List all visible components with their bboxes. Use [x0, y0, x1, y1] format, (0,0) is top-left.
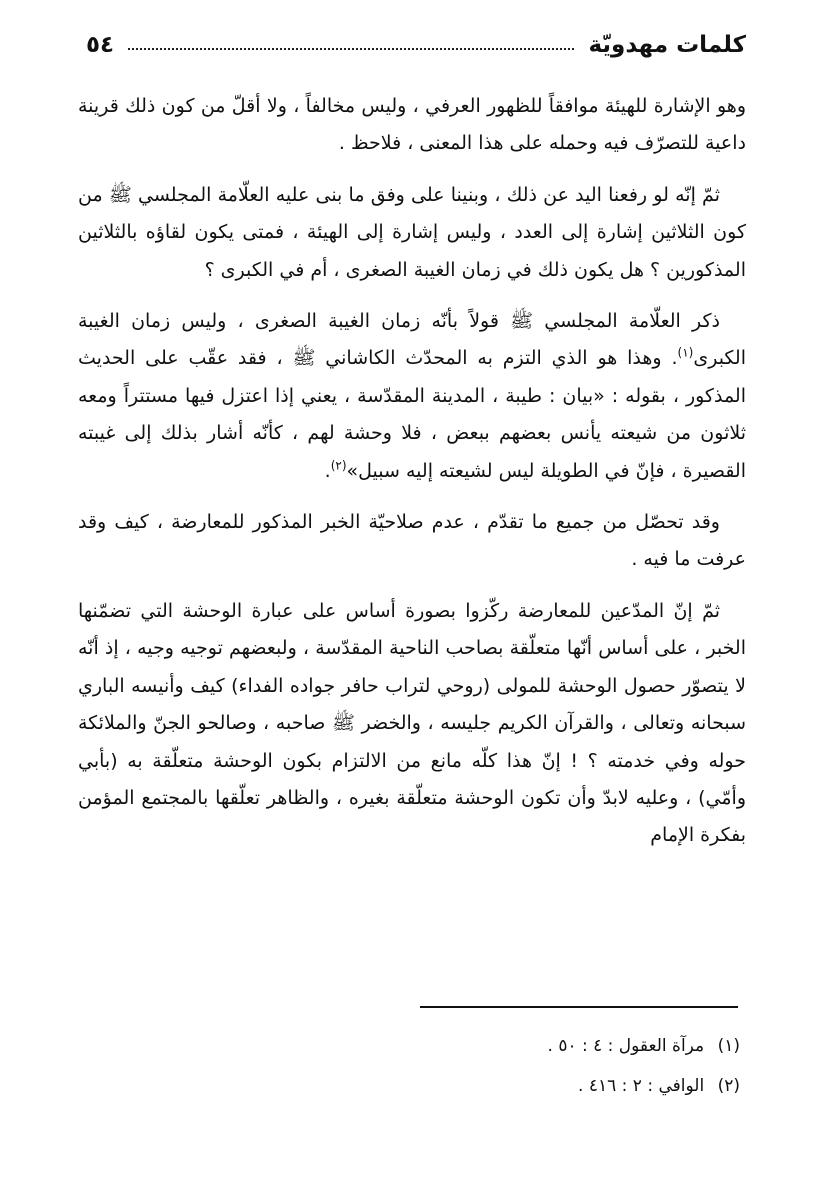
footnote-number: (١) [717, 1036, 740, 1056]
footnote-text: مرآة العقول : ٤ : ٥٠ . [547, 1036, 705, 1056]
main-text [78, 88, 746, 869]
paragraph-4: وقد تحصّل من جميع ما تقدّم ، عدم صلاحيّة الخبر المذكور للمعارضة ، كيف وقد عرفت ما فيه . [78, 511, 746, 571]
footnote-2 [300, 1066, 740, 1106]
footnote-separator [420, 1006, 738, 1008]
paragraph-3-part-1: ذكر العلّامة المجلسي ﷺ قولاً بأنّه زمان الغيبة الصغرى ، وليس زمان الغيبة الكبرى [78, 310, 746, 370]
footnote-number: (٢) [717, 1076, 740, 1096]
header-dotted-leader [128, 48, 574, 50]
paragraph-3 [78, 303, 746, 490]
footnote-ref-2[interactable]: (٢) [330, 458, 347, 473]
footnotes [300, 1026, 740, 1106]
paragraph-2: ثمّ إنّه لو رفعنا اليد عن ذلك ، وبنينا على وفق ما بنى عليه العلّامة المجلسي ﷺ من كون الثلاثين إشارة إلى العدد ، وليس إشارة إلى الهيئة ، فمتى يكون لقاؤه بالثلاثين المذكورين ؟ هل يكون ذلك في زمان الغيبة الصغرى ، أم في الكبرى ؟ [78, 183, 746, 281]
page-number: ٥٤ [86, 32, 115, 58]
paragraph-5: ثمّ إنّ المدّعين للمعارضة ركّزوا بصورة أساس على عبارة الوحشة التي تضمّنها الخبر ، على أساس أنّها متعلّقة بصاحب الناحية المقدّسة ، ولبعضهم توجيه وجيه ، إذ أنّه لا يتصوّر حصول الوحشة للمولى (روحي لتراب حافر جواده الفداء) كيف وأنيسه الباري سبحانه وتعالى ، والقرآن الكريم جليسه ، والخضر ﷺ صاحبه ، وصالحو الجنّ والملائكة حوله وفي خدمته ؟ ! إنّ هذا كلّه مانع من الالتزام بكون الوحشة متعلّقة به (بأبي وأمّي) ، وعليه لابدّ وأن تكون الوحشة متعلّقة بغيره ، والظاهر تعلّقها بالمجتمع المؤمن بفكرة الإمام [78, 599, 746, 847]
footnote-ref-1[interactable]: (١) [677, 346, 694, 361]
paragraph-3-part-3: . [324, 459, 331, 482]
paragraph-3-part-2: . وهذا هو الذي التزم به المحدّث الكاشاني ﷺ ، فقد عقّب على الحديث المذكور ، بقوله : «بيان : طيبة ، المدينة المقدّسة ، يعني إذا اعتزل فيها مستتراً ومعه ثلاثون من شيعته يأنس بعضهم ببعض ، فلا وحشة لهم ، كأنّه أشار بذلك إلى غيبته القصيرة ، فإنّ في الطويلة ليس لشيعته إليه سبيل» [78, 347, 746, 482]
book-title: كلمات مهدويّة [588, 32, 746, 58]
footnote-text: الوافي : ٢ : ٤١٦ . [578, 1076, 705, 1096]
page-header [86, 28, 746, 62]
paragraph-1: وهو الإشارة للهيئة موافقاً للظهور العرفي ، وليس مخالفاً ، ولا أقلّ من كون ذلك قرينة داعية للتصرّف فيه وحمله على هذا المعنى ، فلاحظ . [78, 95, 746, 155]
footnote-1 [300, 1026, 740, 1066]
